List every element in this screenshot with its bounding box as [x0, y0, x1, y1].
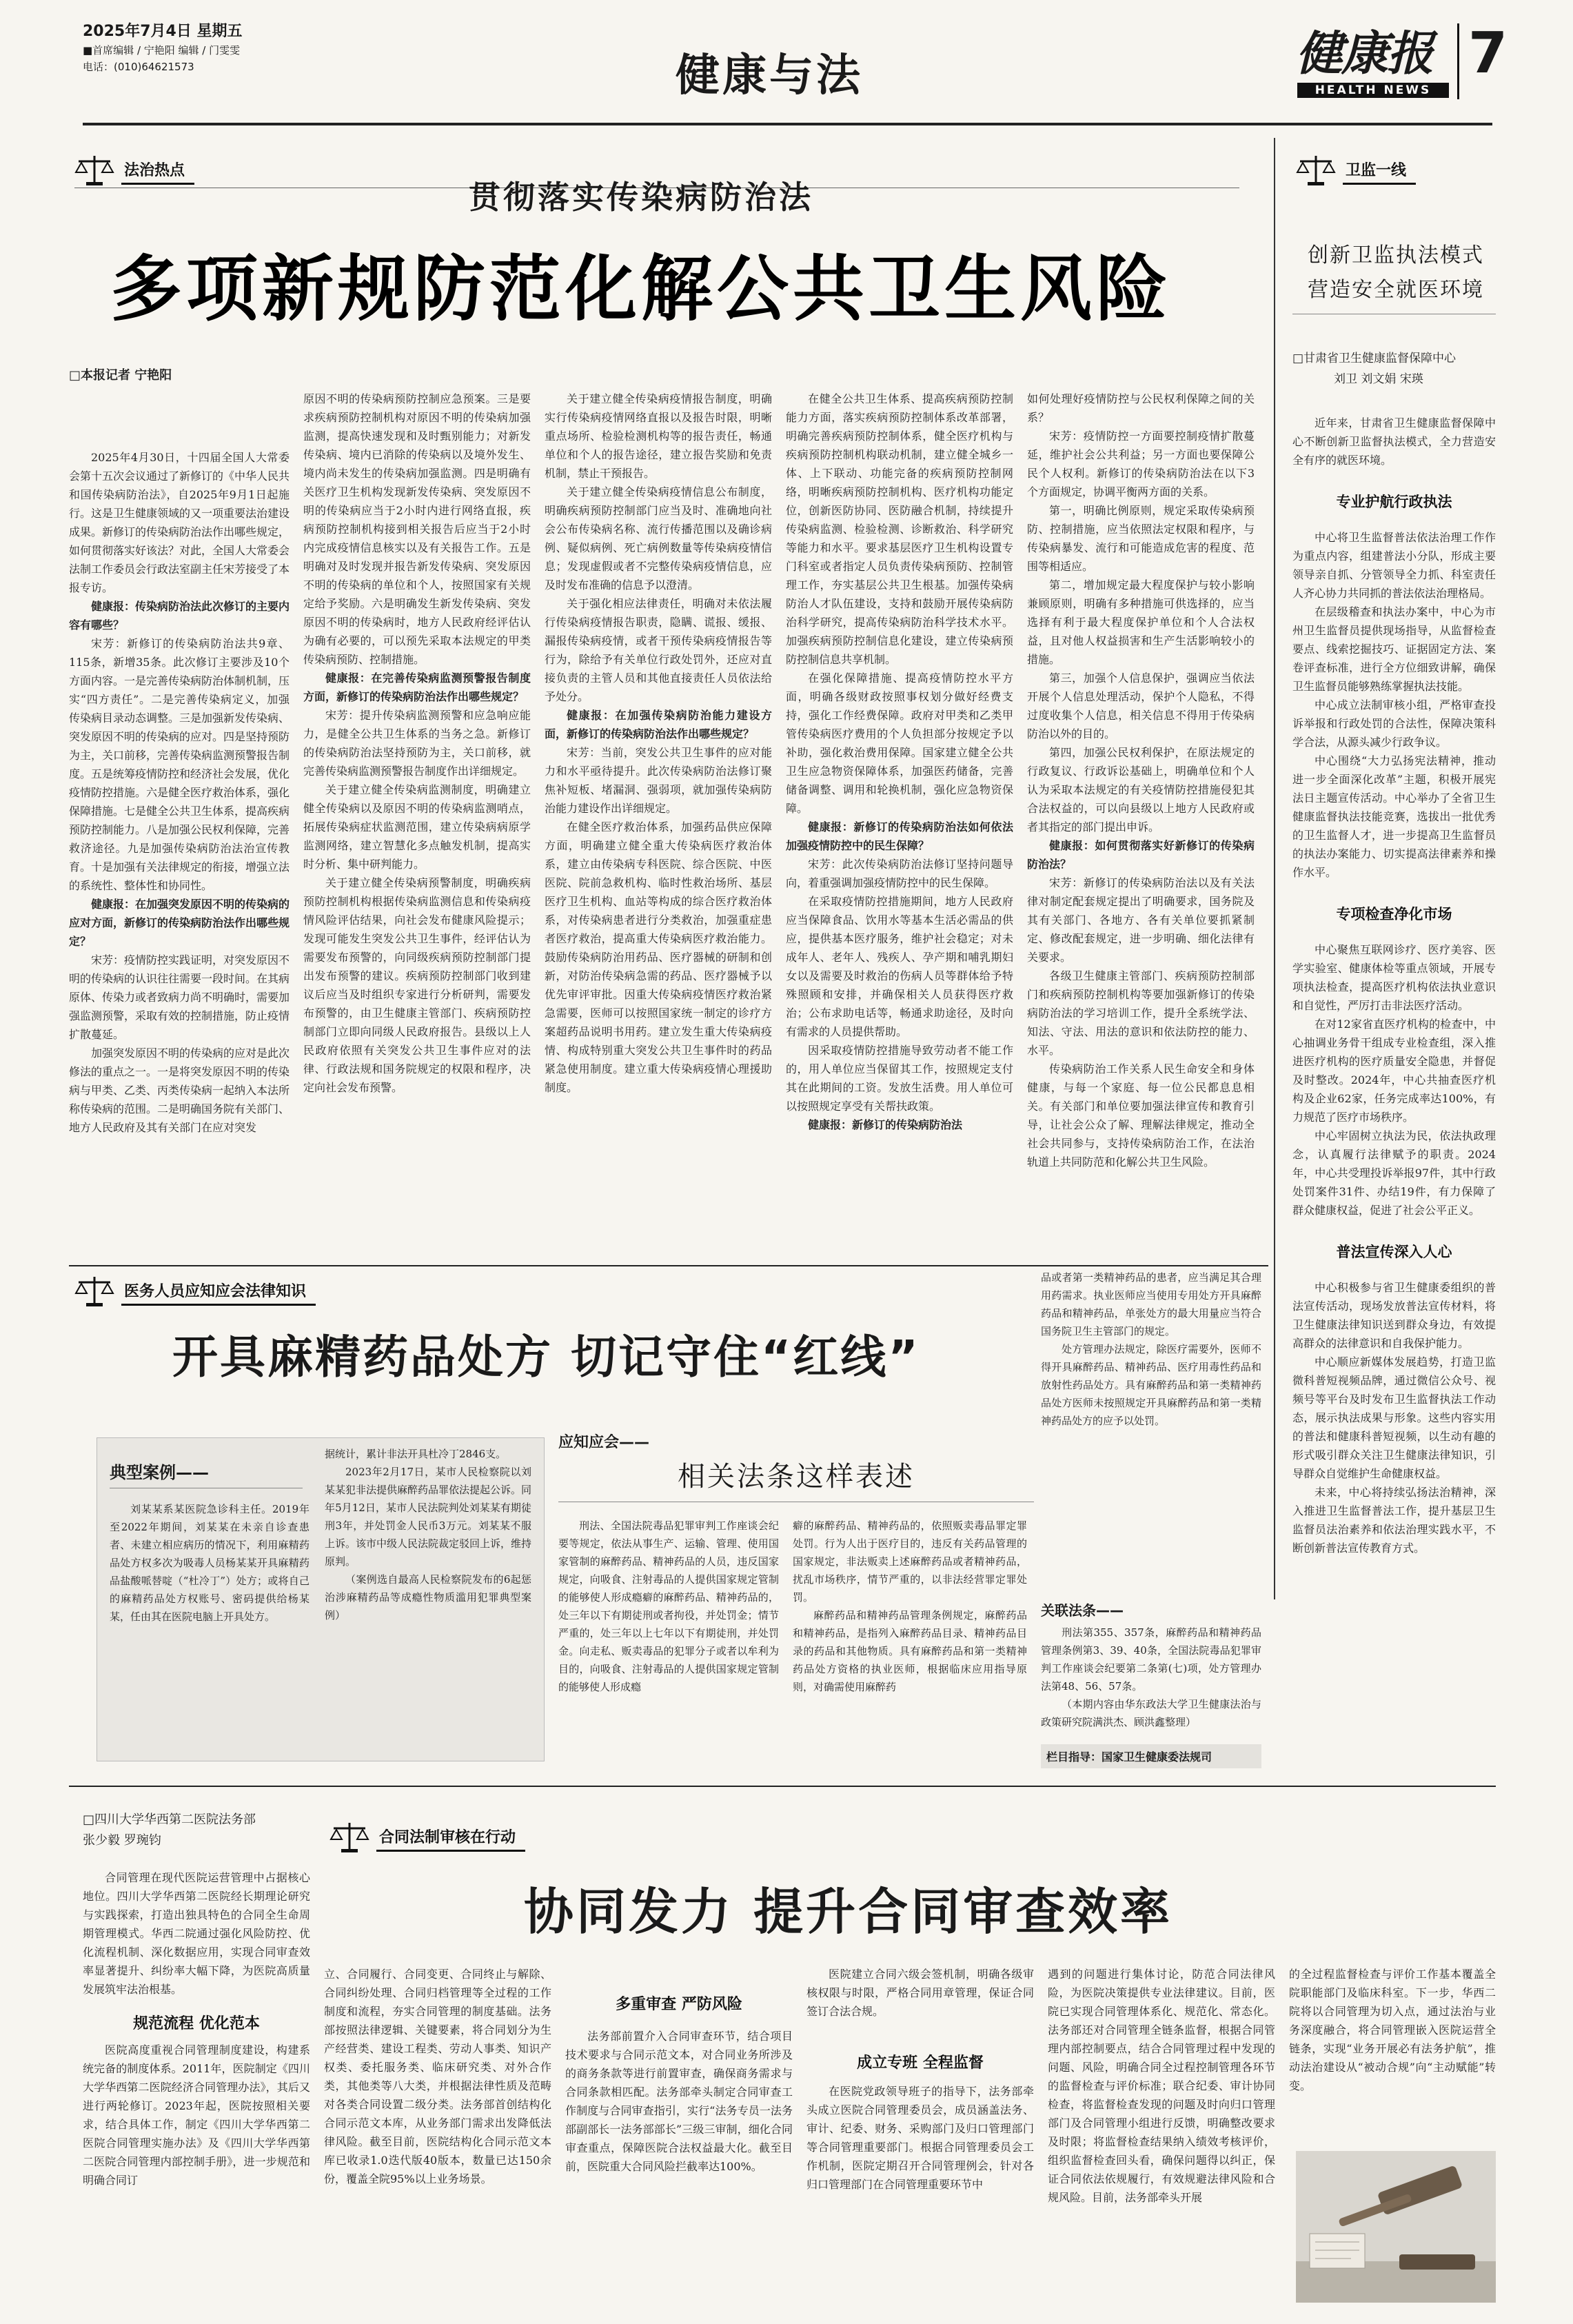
tag-contract-review: [329, 1820, 525, 1855]
case-source: （案例选自最高人民检察院发布的6起惩治涉麻精药品等成瘾性物质滥用犯罪典型案例）: [325, 1573, 531, 1621]
issue-date: 2025年7月4日 星期五: [83, 23, 243, 40]
main-kicker: 贯彻落实传染病防治法: [469, 179, 813, 216]
main-headline: 多项新规防范化解公共卫生风险: [110, 247, 1172, 331]
bottom-top-rule: [69, 1786, 1496, 1787]
column-guidance: 栏目指导：国家卫生健康委法规司: [1041, 1744, 1261, 1768]
case-text-a: [110, 1500, 309, 1755]
article-paragraph: 宋芳：提升传染病监测预警和应急响应能力，是健全公共卫生体系的当务之急。新修订的传染病防治法坚持预防为主，关口前移，就完善传染病监测预警报告制度作出详细规定。: [303, 709, 531, 778]
bottom-subhead-3: 成立专班 全程监督: [857, 2054, 984, 2072]
tag-health-supervision: [1296, 153, 1416, 188]
article-paragraph: 关于建立健全传染病监测制度，明确建立健全传染病以及原因不明的传染病监测哨点，拓展传染病症状监测范围，建立传染病病原学监测网络，建立智慧化多点触发机制，提高实时分析、集中研判能力。: [303, 783, 531, 871]
logo-divider: [1457, 23, 1459, 99]
article-paragraph: 宋芳：新修订的传染病防治法以及有关法律对制定配套规定提出了明确要求，国务院及其有关部门、各地方、各有关单位要抓紧制定、修改配套规定，进一步明确、细化法律有关要求。: [1027, 876, 1255, 964]
bottom-paragraph: 医院高度重视合同管理制度建设，构建系统完备的制度体系。2011年，医院制定《四川大学华西第二医院经济合同管理办法》，其后又进行两轮修订。2023年起，医院按照相关要求，结合具体工作，制定《四川大学华西第二医院合同管理实施办法》及《四川大学华西第二医院合同管理内部控制手册》，进一步规范和明确合同订: [83, 2043, 310, 2187]
related-laws: 刑法第355、357条，麻醉药品和精神药品管理条例第3、39、40条，全国法院毒品犯罪审判工作座谈会纪要第二条第(七)项，处方管理办法第48、56、57条。: [1041, 1626, 1261, 1693]
masthead-rule: [83, 123, 1492, 125]
article-paragraph: 宋芳：疫情防控实践证明，对突发原因不明的传染病的认识往往需要一段时间。在其病原体、传染力或者致病力尚不明确时，需要加强监测预警，采取有效的控制措施，防止疫情扩散蔓延。: [69, 953, 290, 1041]
case-paragraph: 刘某某系某医院急诊科主任。2019年至2022年期间，刘某某在未亲自诊查患者、未建立相应病历的情况下，利用麻精药品处方权多次为吸毒人员杨某某开具麻精药品盐酸哌替啶（“杜冷丁”）处方；或将自己的麻精药品处方权账号、密码提供给杨某某，任由其在医院电脑上开具处方。: [110, 1503, 309, 1623]
gavel-illustration: [1296, 2151, 1496, 2303]
article-paragraph: 健康报：新修订的传染病防治法: [808, 1118, 963, 1131]
author-note: （本期内容由华东政法大学卫生健康法治与政策研究院满洪杰、顾洪鑫整理）: [1041, 1698, 1261, 1728]
sidebar-authors: 刘卫 刘文娟 宋瑛: [1334, 372, 1423, 386]
case-title: 典型案例——: [110, 1463, 209, 1482]
editors-line: ■首席编辑 / 宁艳阳 编辑 / 门雯雯: [83, 44, 241, 57]
article-paragraph: 加强突发原因不明的传染病的应对是此次修法的重点之一。一是将突发原因不明的传染病与甲类、乙类、丙类传染病一起纳入本法所称传染病的范围。二是明确国务院有关部门、地方人民政府及其有关部门在应对突发: [69, 1047, 290, 1134]
tag-label: 法治热点: [121, 156, 194, 185]
bottom-paragraph: 医院建立合同六级会签机制，明确各级审核权限与时限，严格合同用章管理，保证合同签订合法合规。: [806, 1968, 1034, 2018]
bottom-paragraph: 法务部前置介入合同审查环节，结合项目技术要求与合同示范文本，对合同业务所涉及的商务条款等进行前置审查，确保商务需求与合同条款相匹配。法务部牵头制定合同审查工作制度与合同审查指引，实行“法务专员一法务部副部长一法务部部长”三级三审制，细化合同审查重点，保障医院合法权益最大化。截至目前，医院重大合同风险拦截率达100%。: [565, 2030, 793, 2173]
article-paragraph: 如何处理好疫情防控与公民权利保障之间的关系？: [1027, 392, 1255, 424]
phone-line: 电话：(010)64621573: [83, 61, 194, 73]
case-paragraph: 2023年2月17日，某市人民检察院以刘某某犯非法提供麻醉药品罪依法提起公诉。同年5月12日，某市人民法院判处刘某某有期徒刑3年，并处罚金人民币3万元。刘某某不服上诉。该市中级人民法院裁定驳回上诉，维持原判。: [325, 1466, 531, 1568]
sidebar-subhead: 专项检查净化市场: [1336, 906, 1452, 922]
article-paragraph: 原因不明的传染病预防控制应急预案。三是要求疾病预防控制机构对原因不明的传染病加强监测，提高快速发现和及时甄别能力；对新发传染病、境内已消除的传染病以及境外发生、境内尚未发生的传染病加强监测。四是明确有关医疗卫生机构发现新发传染病、突发原因不明的传染病应当于2小时内进行网络直报，疾病预防控制机构接到相关报告后应当于2小时内完成疫情信息核实以及有关报告工作。五是明确对及时发现并报告新发传染病、突发原因不明的传染病的单位和个人，按照国家有关规定给予奖励。六是明确发生新发传染病、突发原因不明的传染病时，地方人民政府经评估认为确有必要的，可以预先采取本法规定的甲类传染病预防、控制措施。: [303, 392, 531, 666]
case-box: [97, 1437, 545, 1761]
bottom-paragraph: 合同管理在现代医院运营管理中占据核心地位。四川大学华西第二医院经长期理论研究与实践探索，打造出独具特色的合同全生命周期管理模式。华西二院通过强化风险防控、优化流程机制、深化数据应用，实现合同审查效率显著提升、纠纷率大幅下降，为医院高质量发展筑牢法治根基。: [83, 1871, 310, 1996]
bottom-col-5: [1048, 1965, 1275, 2303]
article-paragraph: 在强化保障措施、提高疫情防控水平方面，明确各级财政按照事权划分做好经费支持，强化工作经费保障。政府对甲类和乙类甲管传染病医疗费用的个人负担部分按规定予以补助，强化救治费用保障。国家建立健全公共卫生应急物资保障体系，加强医药储备，完善储备调整、调用和轮换机制，强化应急物资保障。: [786, 671, 1013, 815]
related-title: 关联法条——: [1041, 1602, 1124, 1619]
law-paragraph: 癖的麻醉药品、精神药品的，依照贩卖毒品罪定罪处罚。行为人出于医疗目的，违反有关药品管理的国家规定，非法贩卖上述麻醉药品或者精神药品，扰乱市场秩序，情节严重的，以非法经营罪定罪处罚。: [793, 1519, 1027, 1604]
page-number: 7: [1468, 21, 1508, 86]
scales-icon: [1296, 153, 1336, 188]
sidebar-paragraph: 中心积极参与省卫生健康委组织的普法宣传活动，现场发放普法宣传材料，将卫生健康法律知识送到群众身边，有效提高群众的法律意识和自我保护能力。: [1292, 1281, 1496, 1350]
article-paragraph: 健康报：在加强突发原因不明的传染病的应对方面，新修订的传染病防治法作出哪些规定？: [69, 898, 290, 948]
article-paragraph: 关于建立健全传染病疫情信息公布制度，明确疾病预防控制部门应当及时、准确地向社会公布传染病名称、流行传播范围以及确诊病例、疑似病例、死亡病例数量等传染病疫情信息；发现虚假或者不完整传染病疫情信息，应及时发布准确的信息予以澄清。: [545, 485, 772, 592]
sidebar-paragraph: 在层级稽查和执法办案中，中心为市州卫生监督员提供现场指导，从监督检查要点、线索挖掘技巧、证据固定方法、案卷评查标准，进行全方位细致讲解，确保卫生监督员能够熟练掌握执法技能。: [1292, 605, 1496, 693]
bottom-col-4a: [806, 1965, 1034, 2048]
article-paragraph: 关于强化相应法律责任，明确对未依法履行传染病疫情报告职责，隐瞒、谎报、缓报、漏报传染病疫情，或者干预传染病疫情报告等行为，除给予有关单位行政处罚外，还应对直接负责的主管人员和其他直接责任人员依法给予处分。: [545, 597, 772, 703]
article-paragraph: 第三，加强个人信息保护，强调应当依法开展个人信息处理活动，保护个人隐私，不得过度收集个人信息，相关信息不得用于传染病防治以外的目的。: [1027, 671, 1255, 740]
sidebar-paragraph: 中心顺应新媒体发展趋势，打造卫监微科普短视频品牌，通过微信公众号、视频号等平台及时发布卫生监督执法工作动态，展示执法成果与形象。这些内容实用的普法和健康科普短视频，以生动有趣的形式吸引群众关注卫生健康法律知识，引导群众自觉维护生命健康权益。: [1292, 1355, 1496, 1480]
bottom-paragraph: 遇到的问题进行集体讨论，防范合同法律风险，为医院决策提供专业法律建议。目前，医院已实现合同管理体系化、规范化、常态化。法务部还对合同管理全链条监督，根据合同管理内部控制要点，结合合同管理过程中发现的问题、风险，明确合同全过程控制管理各环节的监督检查与评价标准；联合纪委、审计协同检查，将监督检查发现的问题及时向归口管理部门及合同管理小组进行反馈，明确整改要求及时限；将监督检查结果纳入绩效考核评价，组织监督检查回头看，确保问题得以纠正，保证合同依法依规履行，有效规避法律风险和合规风险。目前，法务部牵头开展: [1048, 1968, 1275, 2204]
sidebar-title-2: 营造安全就医环境: [1308, 278, 1484, 302]
sidebar-paragraph: 中心聚焦互联网诊疗、医疗美容、医学实验室、健康体检等重点领域，开展专项执法检查，提高医疗机构依法执业意识和自觉性，严厉打击非法医疗活动。: [1292, 943, 1496, 1012]
middle-headline: 开具麻精药品处方 切记守住“红线”: [172, 1331, 920, 1384]
law-paragraph: 处方管理办法规定，除医疗需要外，医师不得开具麻醉药品、精神药品、医疗用毒性药品和放射性药品处方。具有麻醉药品和第一类精神药品处方医师未按照规定开具麻醉药品和第一类精神药品处方的应予以处罚。: [1041, 1343, 1261, 1427]
article-paragraph: 健康报：新修订的传染病防治法如何依法加强疫情防控中的民生保障？: [786, 820, 1013, 852]
sidebar-org: □甘肃省卫生健康监督保障中心: [1292, 352, 1457, 365]
main-byline: □本报记者 宁艳阳: [69, 368, 172, 383]
article-paragraph: 宋芳：此次传染病防治法修订坚持问题导向，着重强调加强疫情防控中的民生保障。: [786, 858, 1013, 889]
scales-icon: [74, 1274, 114, 1308]
main-col-1: [69, 448, 290, 1241]
article-paragraph: 传染病防治工作关系人民生命安全和身体健康，与每一个家庭、每一位公民都息息相关。有关部门和单位要加强法律宣传和教育引导，让社会公众了解、理解法律规定，推动全社会共同参与，支持传染病防治工作，在法治轨道上共同防范和化解公共卫生风险。: [1027, 1062, 1255, 1169]
article-paragraph: 健康报：在完善传染病监测预警报告制度方面，新修订的传染病防治法作出哪些规定？: [303, 671, 531, 703]
law-col-2: [793, 1517, 1027, 1758]
tag-label: 卫监一线: [1343, 156, 1416, 185]
bottom-subhead-2: 多重审查 严防风险: [616, 1996, 742, 2013]
sidebar-body: [1292, 414, 1496, 1593]
article-paragraph: 在采取疫情防控措施期间，地方人民政府应当保障食品、饮用水等基本生活必需品的供应，提供基本医疗服务，维护社会稳定；对未成年人、老年人、残疾人、孕产期和哺乳期妇女以及需要及时救治的伤病人员等群体给予特殊照顾和安排，并确保相关人员获得医疗救治；公布求助电话等，畅通求助途径，及时向有需求的人员提供帮助。: [786, 895, 1013, 1038]
law-paragraph: 品或者第一类精神药品的患者，应当满足其合理用药需求。执业医师应当使用专用处方开具麻醉药品和精神药品，单张处方的最大用量应当符合国务院卫生主管部门的规定。: [1041, 1271, 1261, 1337]
sidebar-paragraph: 在对12家省直医疗机构的检查中，中心抽调业务骨干组成专业检查组，深入推进医疗机构的医疗质量安全隐患，并督促及时整改。2024年，中心共抽查医疗机构及企业62家，任务完成率达100%，有力规范了医疗市场秩序。: [1292, 1018, 1496, 1124]
sidebar-subhead: 专业护航行政执法: [1336, 494, 1452, 510]
article-paragraph: 关于建立健全传染病预警制度，明确疾病预防控制机构根据传染病监测信息和传染病疫情风险评估结果，向社会发布健康风险提示；发现可能发生突发公共卫生事件，经评估认为需要发布预警的，向同级疾病预防控制部门提出发布预警的建议。疾病预防控制部门收到建议后应当及时组织专家进行分析研判，需要发布预警的，由卫生健康主管部门、疾病预防控制部门立即向同级人民政府报告。县级以上人民政府依照有关突发公共卫生事件应对的法律、行政法规和国务院规定的权限和程序，决定向社会发布预警。: [303, 876, 531, 1094]
sidebar-paragraph: 中心将卫生监督普法依法治理工作作为重点内容，组建普法小分队，形成主要领导亲自抓、分管领导全力抓、科室责任人齐心协力共同抓的普法依法治理格局。: [1292, 531, 1496, 600]
article-paragraph: 健康报：如何贯彻落实好新修订的传染病防治法？: [1027, 839, 1255, 871]
sidebar-title-1: 创新卫监执法模式: [1308, 243, 1484, 267]
law-paragraph: 麻醉药品和精神药品管理条例规定，麻醉药品和精神药品，是指列入麻醉药品目录、精神药品目录的药品和其他物质。具有麻醉药品和第一类精神药品处方资格的执业医师，根据临床应用指导原则，对确需使用麻醉药: [793, 1609, 1027, 1693]
main-col-5: [1027, 390, 1255, 1241]
main-col-2: [303, 390, 531, 1241]
bottom-paragraph: 的全过程监督检查与评价工作基本覆盖全院职能部门及临床科室。下一步，华西二院将以合同管理为切入点，通过法治与业务深度融合，将合同管理嵌入医院运营全链条，实现“业务开展必有法务护航”，推动法治建设从“被动合规”向“主动赋能”转变。: [1289, 1968, 1496, 2092]
bottom-headline: 协同发力 提升合同审查效率: [524, 1883, 1173, 1941]
article-paragraph: 宋芳：新修订的传染病防治法共9章、115条，新增35条。此次修订主要涉及10个方面内容。一是完善传染病防治体制机制，压实“四方责任”。二是完善传染病定义，加强传染病目录动态调整。三是加强新发传染病、突发原因不明的传染病的应对。四是坚持预防为主，关口前移，完善传染病监测预警报告制度。五是统筹疫情防控和经济社会发展，优化疫情防控措施。六是健全医疗救治体系，强化保障措施。七是健全公共卫生体系，提高疾病预防控制能力。八是加强公民权利保障，完善救济途径。九是加强传染病防治法治宣传教育。十是加强有关法律规定的衔接，增强立法的系统性、整体性和协同性。: [69, 637, 290, 892]
case-text-b: [325, 1445, 531, 1755]
law-col-1: [558, 1517, 779, 1758]
bottom-org: □四川大学华西第二医院法务部: [83, 1812, 256, 1827]
article-paragraph: 健康报：传染病防治法此次修订的主要内容有哪些？: [69, 600, 290, 631]
article-paragraph: 第四，加强公民权利保护，在原法规定的行政复议、行政诉讼基础上，明确单位和个人认为采取本法规定的有关疫情防控措施侵犯其合法权益的，可以向县级以上地方人民政府或者其指定的部门提出申诉。: [1027, 746, 1255, 833]
article-paragraph: 在健全公共卫生体系、提高疾病预防控制能力方面，落实疾病预防控制体系改革部署，明确完善疾病预防控制体系，健全医疗机构与疾病预防控制机构联动机制，建立健全城乡一体、上下联动、功能完备的疾病预防控制网络，明晰疾病预防控制机构、医疗机构功能定位，创新医防协同、医防融合机制，持续提升传染病监测、检验检测、诊断救治、科学研究等能力和水平。要求基层医疗卫生机构设置专门科室或者指定人员负责传染病预防、控制管理工作，夯实基层公共卫生根基。加强传染病防治人才队伍建设，支持和鼓励开展传染病防治科学研究，提高传染病防治科学技术水平。加强疾病预防控制信息化建设，建立传染病预防控制信息共享机制。: [786, 392, 1013, 666]
sidebar-divider: [1274, 138, 1275, 1599]
law-col-3: [1041, 1269, 1261, 1613]
bottom-paragraph: 立、合同履行、合同变更、合同终止与解除、合同纠纷处理、合同归档管理等全过程的工作制度和流程，夯实合同管理的制度基础。法务部按照法律逻辑、关键要素，将合同划分为生产经营类、建设工程类、劳动人事类、知识产权类、委托服务类、临床研究类、对外合作类，其他类等八大类，并根据法律性质及范畴对各类合同设置二级分类。法务部首创结构化合同示范文本库，从业务部门需求出发降低法律风险。截至目前，医院结构化合同示范文本库已收录1.0迭代版40版本，数量已达150余份，覆盖全院95%以上业务场景。: [324, 1968, 551, 2185]
newspaper-logo: 健康报: [1296, 26, 1433, 81]
article-paragraph: 第一，明确比例原则，规定采取传染病预防、控制措施，应当依照法定权限和程序，与传染病暴发、流行和可能造成危害的程度、范围等相适应。: [1027, 504, 1255, 573]
bottom-col-1: [83, 2041, 310, 2303]
logo-english: HEALTH NEWS: [1297, 83, 1449, 98]
bottom-col-6: [1289, 1965, 1496, 2137]
article-paragraph: 宋芳：疫情防控一方面要控制疫情扩散蔓延，维护社会公共利益；另一方面也要保障公民个人权利。新修订的传染病防治法在以下3个方面规定，协调平衡两方面的关系。: [1027, 430, 1255, 498]
article-paragraph: 2025年4月30日，十四届全国人大常委会第十五次会议通过了新修订的《中华人民共和国传染病防治法》，自2025年9月1日起施行。这是卫生健康领域的又一项重要法治建设成果。新修订的传染病防治法作出哪些规定，如何贯彻落实好该法？对此，全国人大常委会法制工作委员会行政法室副主任宋芳接受了本报专访。: [69, 451, 290, 594]
tag-label: 合同法制审核在行动: [376, 1823, 525, 1852]
article-paragraph: 在健全医疗救治体系，加强药品供应保障方面，明确建立健全重大传染病医疗救治体系，建立由传染病专科医院、综合医院、中医医院、院前急救机构、临时性救治场所、基层医疗卫生机构、血站等构成的综合医疗救治体系，对传染病患者进行分类救治，加强重症患者医疗救治，提高重大传染病医疗救治能力。鼓励传染病防治用药品、医疗器械的研制和创新，对防治传染病急需的药品、医疗器械予以优先审评审批。因重大传染病疫情医疗救治紧急需要，医师可以按照国家统一制定的诊疗方案超药品说明书用药。建立发生重大传染病疫情、构成特别重大突发公共卫生事件时的药品紧急使用制度。建立重大传染病疫情心理援助制度。: [545, 820, 772, 1094]
bottom-subhead-1: 规范流程 优化范本: [133, 2015, 260, 2032]
law-title: 相关法条这样表述: [678, 1461, 915, 1493]
related-text: [1041, 1624, 1261, 1741]
masthead: [83, 19, 1508, 123]
bottom-authors: 张少毅 罗琬钧: [83, 1833, 161, 1848]
article-paragraph: 因采取疫情防控措施导致劳动者不能工作的，用人单位应当保留其工作，按照规定支付其在此期间的工资。发放生活费。用人单位可以按照规定享受有关帮扶政策。: [786, 1044, 1013, 1113]
article-paragraph: 健康报：在加强传染病防治能力建设方面，新修订的传染病防治法作出哪些规定？: [545, 709, 772, 740]
sidebar-paragraph: 中心成立法制审核小组，严格审查投诉举报和行政处罚的合法性，保障决策科学合法，从源头减少行政争议。: [1292, 698, 1496, 749]
article-paragraph: 宋芳：当前，突发公共卫生事件的应对能力和水平亟待提升。此次传染病防治法修订聚焦补短板、堵漏洞、强弱项，就加强传染病防治能力建设作出详细规定。: [545, 746, 772, 815]
bottom-col-2: [324, 1965, 551, 2303]
bottom-paragraph: 在医院党政领导班子的指导下，法务部牵头成立医院合同管理委员会，成员涵盖法务、审计、纪委、财务、采购部门及归口管理部门等合同管理重要部门。根据合同管理委员会工作机制，医院定期召开合同管理例会，针对各归口管理部门在合同管理重要环节中: [806, 2085, 1034, 2191]
sidebar-paragraph: 未来，中心将持续弘扬法治精神，深入推进卫生监督普法工作，提升基层卫生监督员法治素养和依法治理实践水平，不断创新普法宣传教育方式。: [1292, 1486, 1496, 1555]
section-title: 健康与法: [676, 50, 863, 101]
law-paragraph: 刑法、全国法院毒品犯罪审判工作座谈会纪要等规定，依法从事生产、运输、管理、使用国家管制的麻醉药品、精神药品的人员，违反国家规定，向吸食、注射毒品的人提供国家规定管制的能够使人形成瘾癖的麻醉药品、精神药品的，处三年以下有期徒刑或者拘役，并处罚金；情节严重的，处三年以上七年以下有期徒刑，并处罚金。向走私、贩卖毒品的犯罪分子或者以牟利为目的，向吸食、注射毒品的人提供国家规定管制的能够使人形成瘾: [558, 1519, 779, 1693]
article-paragraph: 关于建立健全传染病疫情报告制度，明确实行传染病疫情网络直报以及报告时限，明晰重点场所、检验检测机构等的报告责任，畅通单位和个人的报告途径，建立报告奖励和免责机制，禁止干预报告。: [545, 392, 772, 480]
sidebar-paragraph: 中心牢固树立执法为民，依法执政理念，认真履行法律赋予的职责。2024年，中心共受理投诉举报97件，其中行政处罚案件31件、办结19件，有力保障了群众健康权益，促进了社会公平正义。: [1292, 1129, 1496, 1217]
bottom-col-3: [565, 2027, 793, 2303]
tag-medical-law: [74, 1274, 316, 1308]
bottom-col-4: [806, 2082, 1034, 2303]
main-col-4: [786, 390, 1013, 1241]
tag-label: 医务人员应知应会法律知识: [121, 1277, 316, 1306]
sidebar-paragraph: 中心围绕“大力弘扬宪法精神，推动进一步全面深化改革”主题，积极开展宪法日主题宣传活动。中心举办了全省卫生健康监督执法技能竞赛，选拔出一批优秀的卫生监督人才，进一步提高卫生监督员的执法办案能力、切实提高法律素养和操作水平。: [1292, 754, 1496, 879]
article-paragraph: 各级卫生健康主管部门、疾病预防控制部门和疾病预防控制机构等要加强新修订的传染病防治法的学习培训工作，提升全系统学法、知法、守法、用法的意识和依法防控的能力、水平。: [1027, 969, 1255, 1057]
main-col-3: [545, 390, 772, 1241]
case-paragraph: 据统计，累计非法开具杜冷丁2846支。: [325, 1448, 507, 1460]
bottom-intro: [83, 1868, 310, 2006]
sidebar-paragraph: 近年来，甘肃省卫生健康监督保障中心不断创新卫监督执法模式，全力营造安全有序的就医环境。: [1292, 416, 1496, 467]
sidebar-subhead: 普法宣传深入人心: [1336, 1244, 1452, 1260]
law-kicker: 应知应会——: [558, 1434, 650, 1451]
middle-top-rule: [69, 1265, 1268, 1266]
article-paragraph: 第二，增加规定最大程度保护与较小影响兼顾原则，明确有多种措施可供选择的，应当选择有利于最大程度保护单位和个人合法权益，且对他人权益损害和生产生活影响较小的措施。: [1027, 578, 1255, 666]
scales-icon: [329, 1820, 369, 1855]
